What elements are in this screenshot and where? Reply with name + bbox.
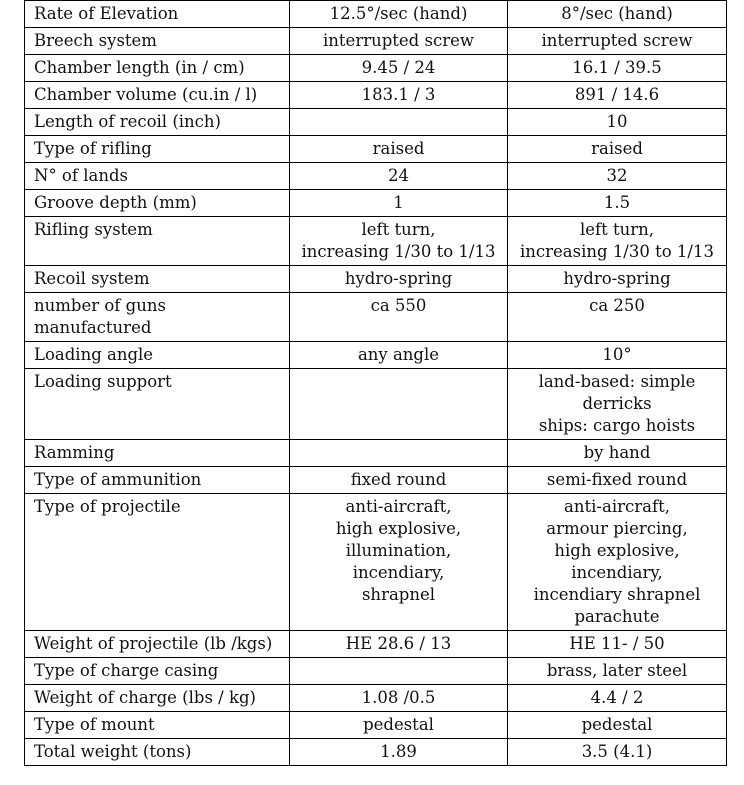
value-cell-gun-1 bbox=[290, 685, 508, 712]
table-row bbox=[25, 266, 727, 293]
cell-line: incendiary, bbox=[352, 563, 445, 582]
value-cell-gun-2 bbox=[508, 631, 727, 658]
cell-line: raised bbox=[372, 139, 425, 158]
cell-line: any angle bbox=[357, 345, 440, 364]
table-row bbox=[25, 712, 727, 739]
cell-line: armour piercing, bbox=[546, 519, 688, 538]
cell-line: land-based: simple derricks bbox=[538, 372, 696, 413]
value-cell-gun-2 bbox=[508, 266, 727, 293]
cell-line: 16.1 / 39.5 bbox=[572, 58, 662, 77]
cell-line: brass, later steel bbox=[546, 661, 688, 680]
row-label: Rifling system bbox=[25, 217, 290, 266]
table-row bbox=[25, 109, 727, 136]
value-cell-gun-2 bbox=[508, 293, 727, 342]
cell-line: anti-aircraft, bbox=[564, 497, 670, 516]
cell-line: pedestal bbox=[363, 715, 434, 734]
cell-line bbox=[294, 371, 503, 393]
table-row bbox=[25, 136, 727, 163]
cell-line bbox=[294, 442, 503, 464]
row-label: Loading angle bbox=[25, 342, 290, 369]
cell-line: 891 / 14.6 bbox=[574, 85, 660, 104]
cell-line: increasing 1/30 to 1/13 bbox=[301, 242, 496, 261]
table-row bbox=[25, 217, 727, 266]
row-label: Chamber volume (cu.in / l) bbox=[25, 82, 290, 109]
value-cell-gun-1 bbox=[290, 712, 508, 739]
cell-line: by hand bbox=[583, 443, 651, 462]
value-cell-gun-2 bbox=[508, 55, 727, 82]
cell-line: left turn, bbox=[579, 220, 655, 239]
value-cell-gun-1 bbox=[290, 82, 508, 109]
value-cell-gun-1 bbox=[290, 658, 508, 685]
row-label: Rate of Elevation bbox=[25, 1, 290, 28]
cell-line: 9.45 / 24 bbox=[361, 58, 436, 77]
cell-line: pedestal bbox=[581, 715, 653, 734]
cell-line: ships: cargo hoists bbox=[538, 416, 696, 435]
cell-line: 4.4 / 2 bbox=[590, 688, 644, 707]
row-label: Type of charge casing bbox=[25, 658, 290, 685]
value-cell-gun-2 bbox=[508, 494, 727, 631]
row-label: Chamber length (in / cm) bbox=[25, 55, 290, 82]
cell-line: 183.1 / 3 bbox=[361, 85, 436, 104]
table-row bbox=[25, 467, 727, 494]
table-row bbox=[25, 658, 727, 685]
cell-line: incendiary shrapnel bbox=[533, 585, 701, 604]
value-cell-gun-2 bbox=[508, 163, 727, 190]
table-row bbox=[25, 293, 727, 342]
row-label: number of guns manufactured bbox=[25, 293, 290, 342]
value-cell-gun-1 bbox=[290, 28, 508, 55]
value-cell-gun-2 bbox=[508, 467, 727, 494]
cell-line: increasing 1/30 to 1/13 bbox=[520, 242, 714, 261]
row-label: Loading support bbox=[25, 369, 290, 440]
table-row bbox=[25, 82, 727, 109]
value-cell-gun-1 bbox=[290, 109, 508, 136]
spec-table bbox=[24, 0, 727, 766]
table-row bbox=[25, 440, 727, 467]
cell-line: 8°/sec (hand) bbox=[561, 4, 673, 23]
row-label: Ramming bbox=[25, 440, 290, 467]
cell-line: 3.5 (4.1) bbox=[581, 742, 653, 761]
row-label: Groove depth (mm) bbox=[25, 190, 290, 217]
row-label: Type of ammunition bbox=[25, 467, 290, 494]
value-cell-gun-2 bbox=[508, 440, 727, 467]
table-row bbox=[25, 342, 727, 369]
row-label: Recoil system bbox=[25, 266, 290, 293]
cell-line: 32 bbox=[606, 166, 628, 185]
table-row bbox=[25, 631, 727, 658]
cell-line: 12.5°/sec (hand) bbox=[329, 4, 468, 23]
row-label: Type of projectile bbox=[25, 494, 290, 631]
cell-line: raised bbox=[591, 139, 643, 158]
cell-line: 10 bbox=[606, 112, 628, 131]
value-cell-gun-1 bbox=[290, 631, 508, 658]
value-cell-gun-2 bbox=[508, 739, 727, 766]
table-row bbox=[25, 190, 727, 217]
value-cell-gun-2 bbox=[508, 369, 727, 440]
value-cell-gun-1 bbox=[290, 136, 508, 163]
value-cell-gun-1 bbox=[290, 217, 508, 266]
value-cell-gun-2 bbox=[508, 658, 727, 685]
value-cell-gun-1 bbox=[290, 739, 508, 766]
value-cell-gun-2 bbox=[508, 342, 727, 369]
value-cell-gun-2 bbox=[508, 28, 727, 55]
spec-table-body bbox=[25, 1, 727, 766]
cell-line: interrupted screw bbox=[323, 31, 474, 50]
value-cell-gun-1 bbox=[290, 467, 508, 494]
value-cell-gun-1 bbox=[290, 369, 508, 440]
table-row bbox=[25, 28, 727, 55]
row-label: Type of rifling bbox=[25, 136, 290, 163]
table-row bbox=[25, 163, 727, 190]
value-cell-gun-2 bbox=[508, 190, 727, 217]
cell-line: 10° bbox=[602, 345, 632, 364]
cell-line: fixed round bbox=[350, 470, 447, 489]
row-label: Breech system bbox=[25, 28, 290, 55]
table-row bbox=[25, 739, 727, 766]
value-cell-gun-2 bbox=[508, 712, 727, 739]
table-row bbox=[25, 55, 727, 82]
cell-line: hydro-spring bbox=[344, 269, 453, 288]
row-label: N° of lands bbox=[25, 163, 290, 190]
cell-line: hydro-spring bbox=[563, 269, 671, 288]
table-row bbox=[25, 685, 727, 712]
cell-line: high explosive, bbox=[554, 541, 680, 560]
cell-line: ca 550 bbox=[370, 296, 427, 315]
cell-line: 1.08 /0.5 bbox=[361, 688, 436, 707]
value-cell-gun-1 bbox=[290, 163, 508, 190]
row-label: Weight of projectile (lb /kgs) bbox=[25, 631, 290, 658]
cell-line: shrapnel bbox=[361, 585, 436, 604]
row-label: Type of mount bbox=[25, 712, 290, 739]
value-cell-gun-2 bbox=[508, 136, 727, 163]
value-cell-gun-2 bbox=[508, 82, 727, 109]
cell-line bbox=[294, 111, 503, 133]
cell-line: incendiary, bbox=[571, 563, 663, 582]
table-row bbox=[25, 494, 727, 631]
cell-line: semi-fixed round bbox=[546, 470, 688, 489]
table-row bbox=[25, 1, 727, 28]
value-cell-gun-1 bbox=[290, 494, 508, 631]
row-label: Weight of charge (lbs / kg) bbox=[25, 685, 290, 712]
value-cell-gun-1 bbox=[290, 293, 508, 342]
cell-line: HE 11- / 50 bbox=[569, 634, 665, 653]
value-cell-gun-2 bbox=[508, 109, 727, 136]
value-cell-gun-1 bbox=[290, 342, 508, 369]
value-cell-gun-2 bbox=[508, 217, 727, 266]
cell-line: illumination, bbox=[345, 541, 452, 560]
cell-line: parachute bbox=[574, 607, 660, 626]
row-label: Length of recoil (inch) bbox=[25, 109, 290, 136]
value-cell-gun-1 bbox=[290, 190, 508, 217]
value-cell-gun-1 bbox=[290, 266, 508, 293]
value-cell-gun-2 bbox=[508, 685, 727, 712]
cell-line: interrupted screw bbox=[541, 31, 693, 50]
cell-line: ca 250 bbox=[589, 296, 645, 315]
cell-line: 1.89 bbox=[380, 742, 417, 761]
cell-line: 24 bbox=[388, 166, 409, 185]
value-cell-gun-1 bbox=[290, 440, 508, 467]
cell-line: high explosive, bbox=[335, 519, 462, 538]
cell-line: anti-aircraft, bbox=[345, 497, 452, 516]
row-label: Total weight (tons) bbox=[25, 739, 290, 766]
cell-line bbox=[294, 660, 503, 682]
value-cell-gun-1 bbox=[290, 1, 508, 28]
value-cell-gun-1 bbox=[290, 55, 508, 82]
value-cell-gun-2 bbox=[508, 1, 727, 28]
cell-line: 1.5 bbox=[603, 193, 631, 212]
cell-line: HE 28.6 / 13 bbox=[345, 634, 452, 653]
cell-line: 1 bbox=[393, 193, 404, 212]
table-row bbox=[25, 369, 727, 440]
spec-table-container bbox=[24, 0, 726, 766]
cell-line: left turn, bbox=[361, 220, 436, 239]
